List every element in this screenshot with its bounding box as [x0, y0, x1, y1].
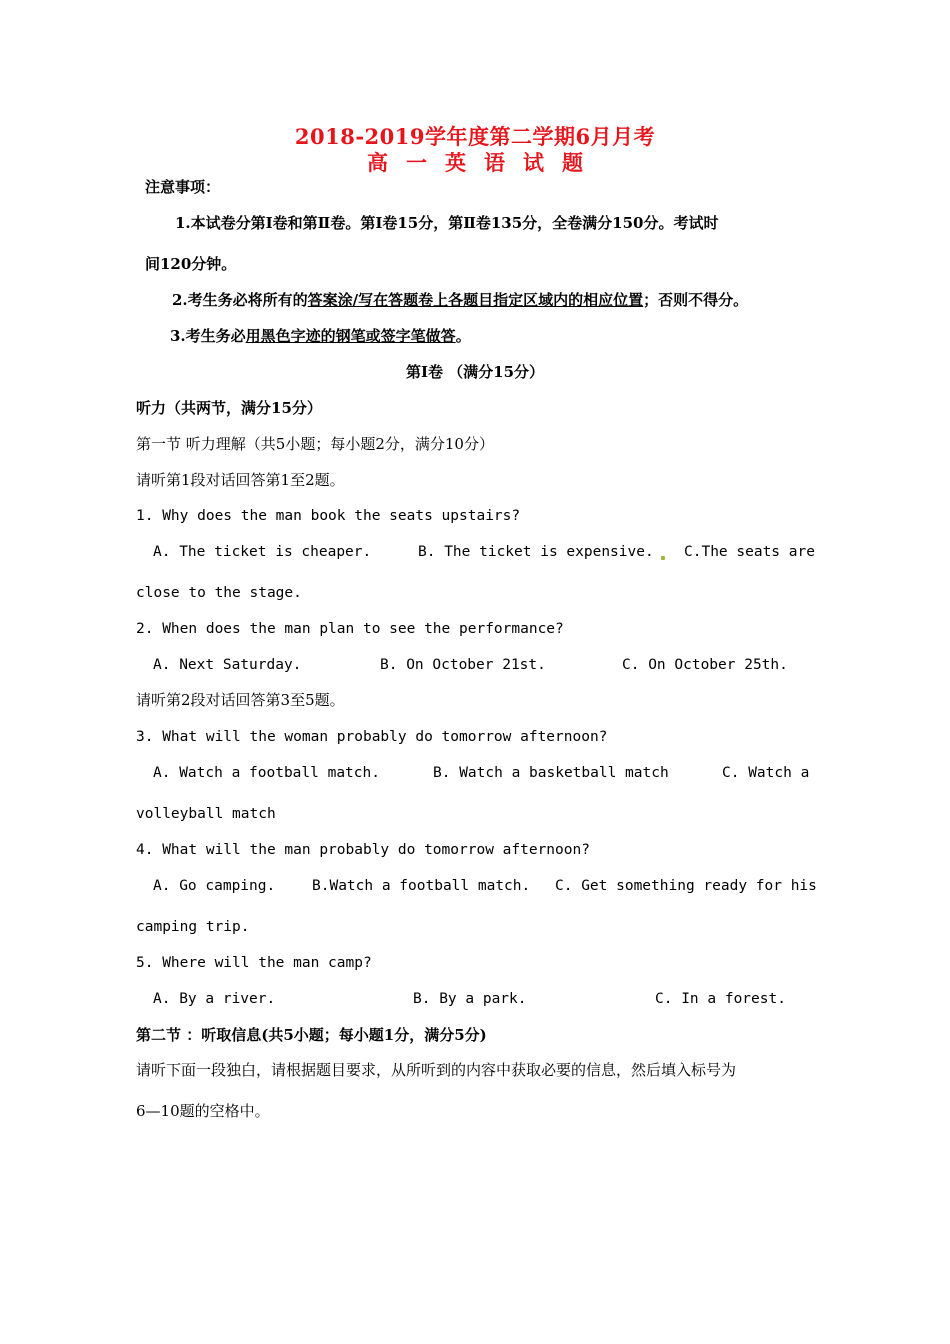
question-3-option-b: B. Watch a basketball match: [433, 765, 669, 781]
subtitle-char: 英: [445, 150, 466, 175]
subtitle-char: 试: [523, 150, 544, 175]
question-2-option-c: C. On October 25th.: [622, 657, 788, 673]
question-3-stem: 3. What will the woman probably do tomorrow afternoon?: [136, 729, 608, 745]
question-4-option-c: C. Get something ready for his: [555, 878, 817, 894]
question-3-option-a: A. Watch a football match.: [153, 765, 380, 781]
question-1-option-a: A. The ticket is cheaper.: [153, 544, 372, 560]
question-5-option-a: A. By a river.: [153, 991, 276, 1007]
notice-item-2-underlined: 答案涂/写在答题卷上各题目指定区域内的相应位置: [307, 291, 644, 309]
subtitle-char: 一: [406, 150, 427, 175]
question-5-option-b: B. By a park.: [413, 991, 527, 1007]
notice-item-2-suffix: ；否则不得分。: [643, 291, 749, 309]
notice-item-2: [172, 290, 748, 310]
notice-item-1: 1.本试卷分第Ⅰ卷和第Ⅱ卷。第Ⅰ卷15分，第Ⅱ卷135分，全卷满分150分。考试时: [175, 214, 719, 232]
notice-item-1-continued: 间120分钟。: [145, 255, 237, 273]
question-4-option-c-continued: camping trip.: [136, 919, 250, 935]
notice-item-3-suffix: 。: [455, 327, 471, 345]
question-4-option-b: B.Watch a football match.: [312, 878, 531, 894]
question-1-option-c: C.The seats are: [684, 544, 815, 560]
subtitle-char: 语: [484, 150, 505, 175]
question-2-stem: 2. When does the man plan to see the performance?: [136, 621, 564, 637]
question-4-option-a: A. Go camping.: [153, 878, 276, 894]
notice-item-3-prefix: 3.考生务必: [170, 327, 246, 345]
dialog-2-instruction: 请听第2段对话回答第3至5题。: [136, 691, 345, 709]
notice-item-2-prefix: 2.考生务必将所有的: [172, 291, 308, 309]
question-1-option-b: B. The ticket is expensive.: [418, 544, 654, 560]
volume-1-heading: 第Ⅰ卷 （满分15分）: [405, 363, 545, 381]
dialog-1-instruction: 请听第1段对话回答第1至2题。: [136, 471, 345, 489]
section-2-instruction-continued: 6—10题的空格中。: [136, 1102, 270, 1120]
question-1-stem: 1. Why does the man book the seats upstairs?: [136, 508, 521, 524]
exam-subtitle: [0, 150, 950, 176]
question-5-option-c: C. In a forest.: [655, 991, 786, 1007]
question-3-option-c-continued: volleyball match: [136, 806, 276, 822]
exam-title: 2018-2019学年度第二学期6月月考: [294, 124, 656, 149]
stray-mark: [661, 556, 665, 560]
listening-heading: 听力（共两节，满分15分）: [136, 399, 322, 417]
question-3-option-c: C. Watch a: [722, 765, 810, 781]
question-1-option-c-continued: close to the stage.: [136, 585, 302, 601]
section-2-instruction: 请听下面一段独白，请根据题目要求，从所听到的内容中获取必要的信息，然后填入标号为: [136, 1061, 737, 1079]
subtitle-char: 高: [367, 150, 388, 175]
section-1-heading: 第一节 听力理解（共5小题；每小题2分，满分10分）: [136, 435, 494, 453]
subtitle-char: 题: [562, 150, 583, 175]
question-4-stem: 4. What will the man probably do tomorrow afternoon?: [136, 842, 590, 858]
notice-item-3: [170, 326, 471, 346]
question-2-option-a: A. Next Saturday.: [153, 657, 302, 673]
section-2-heading: 第二节 ：听取信息(共5小题；每小题1分，满分5分): [136, 1026, 487, 1044]
question-2-option-b: B. On October 21st.: [380, 657, 546, 673]
question-5-stem: 5. Where will the man camp?: [136, 955, 372, 971]
notice-item-3-underlined: 用黑色字迹的钢笔或签字笔做答: [245, 327, 456, 345]
notice-heading: 注意事项：: [145, 178, 221, 196]
